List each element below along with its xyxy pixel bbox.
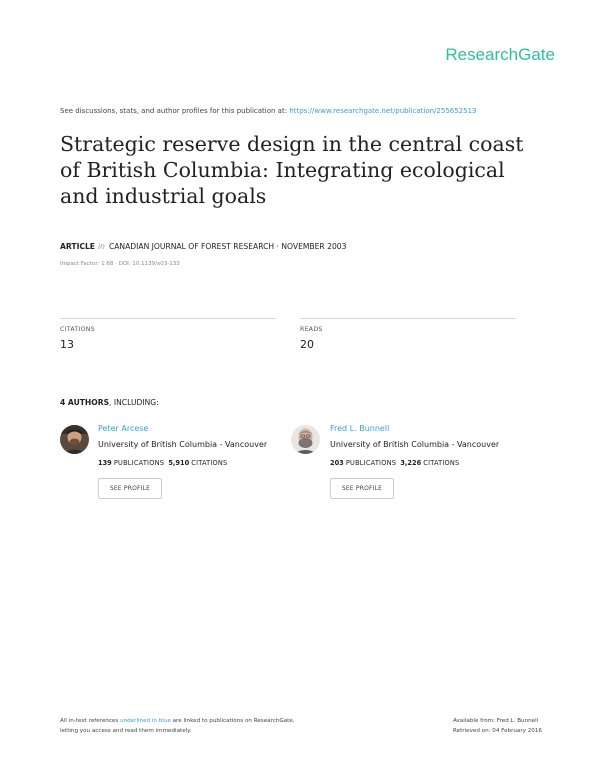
footer-left bbox=[60, 717, 295, 736]
footer-right bbox=[453, 717, 542, 736]
see-profile-button[interactable]: SEE PROFILE bbox=[98, 478, 162, 499]
authors-count: 4 AUTHORS bbox=[60, 398, 110, 407]
reads-label: READS bbox=[300, 326, 323, 333]
article-type: ARTICLE bbox=[60, 242, 95, 251]
citations-count: 13 bbox=[60, 338, 74, 351]
avatar[interactable] bbox=[291, 425, 320, 454]
author-publications-count: 139 bbox=[98, 459, 112, 467]
see-profile-button[interactable]: SEE PROFILE bbox=[330, 478, 394, 499]
author-stats bbox=[330, 459, 459, 467]
reads-divider bbox=[300, 318, 516, 319]
journal-venue: CANADIAN JOURNAL OF FOREST RESEARCH · NOVEMBER 2003 bbox=[108, 242, 347, 251]
available-from: Available from: Fred L. Bunnell bbox=[453, 718, 539, 724]
author-affiliation: University of British Columbia - Vancouver bbox=[330, 440, 500, 449]
researchgate-logo[interactable]: ResearchGate bbox=[445, 45, 555, 64]
author-citations-count: 5,910 bbox=[168, 459, 190, 467]
author-affiliation: University of British Columbia - Vancouver bbox=[98, 440, 268, 449]
discussions-line bbox=[60, 107, 477, 115]
reads-count: 20 bbox=[300, 338, 314, 351]
author-publications-label: PUBLICATIONS bbox=[345, 459, 397, 467]
footer-underlined-link[interactable]: underlined in blue bbox=[120, 718, 171, 724]
article-meta bbox=[60, 242, 346, 251]
footer-left-text: All in-text references bbox=[60, 718, 119, 724]
author-citations-label: CITATIONS bbox=[423, 459, 460, 467]
author-citations-count: 3,226 bbox=[400, 459, 422, 467]
author-name-link[interactable]: Peter Arcese bbox=[98, 424, 149, 433]
author-citations-label: CITATIONS bbox=[191, 459, 228, 467]
paper-title: Strategic reserve design in the central coast of British Columbia: Integrating ecological and industrial goals bbox=[60, 132, 524, 208]
retrieved-on: Retrieved on: 04 February 2016 bbox=[453, 727, 542, 734]
footer-left-line-1 bbox=[60, 717, 295, 727]
footer-left-line-2: letting you access and read them immediately. bbox=[60, 727, 192, 734]
citations-divider bbox=[60, 318, 276, 319]
avatar[interactable] bbox=[60, 425, 89, 454]
impact-factor-doi: Impact Factor: 1.68 · DOI: 10.1139/x03-133 bbox=[60, 261, 180, 267]
author-photo-icon bbox=[60, 425, 89, 454]
author-stats bbox=[98, 459, 227, 467]
author-publications-label: PUBLICATIONS bbox=[113, 459, 165, 467]
authors-heading-suffix: , INCLUDING: bbox=[109, 398, 159, 407]
author-photo-icon bbox=[291, 425, 320, 454]
author-publications-count: 203 bbox=[330, 459, 344, 467]
footer-left-text-end: are linked to publications on ResearchGate, bbox=[172, 718, 295, 724]
citations-label: CITATIONS bbox=[60, 326, 95, 333]
article-in-word: in bbox=[98, 242, 105, 251]
publication-url-link[interactable]: https://www.researchgate.net/publication/255652513 bbox=[289, 107, 477, 115]
author-name-link[interactable]: Fred L. Bunnell bbox=[330, 424, 390, 433]
discussions-prefix: See discussions, stats, and author profiles for this publication at: bbox=[60, 107, 288, 115]
authors-heading bbox=[60, 398, 159, 407]
